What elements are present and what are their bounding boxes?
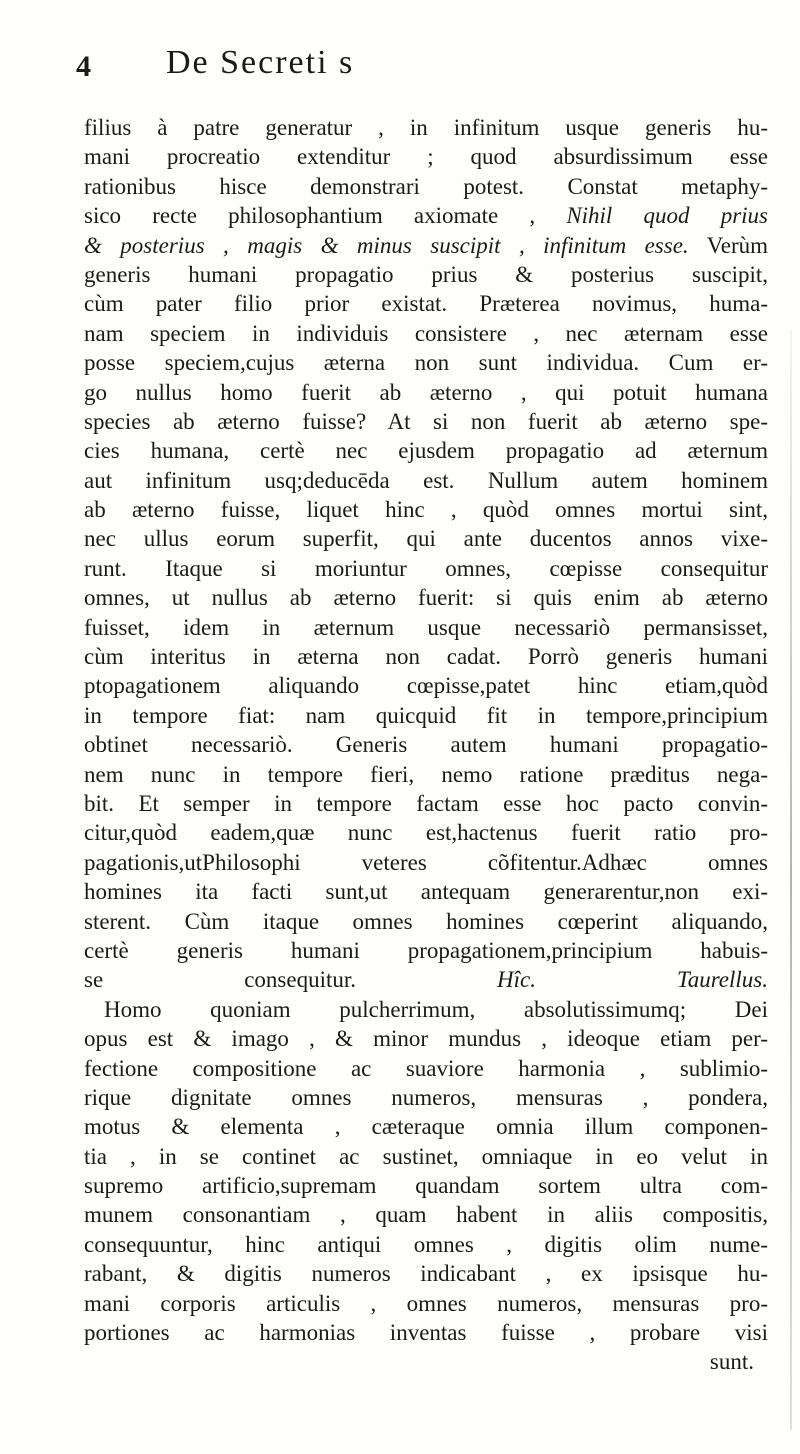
text-line bbox=[84, 1230, 768, 1259]
body-text bbox=[84, 113, 768, 1377]
text-line bbox=[84, 789, 768, 818]
text-line bbox=[84, 260, 768, 289]
page-header bbox=[76, 44, 686, 104]
text-line bbox=[84, 936, 768, 965]
line-text: obtinet necessariò. Generis autem humani propagatio- bbox=[84, 732, 768, 758]
line-text: mani procreatio extenditur ; quod absurdissimum esse bbox=[84, 144, 768, 170]
text-line bbox=[84, 760, 768, 789]
line-text: cùm pater filio prior existat. Præterea novimus, huma- bbox=[84, 291, 768, 317]
line-text: pagationis,utPhilosophi veteres cõfitentur.Adhæc omnes bbox=[84, 849, 768, 875]
text-line bbox=[84, 877, 768, 906]
line-text: Verùm bbox=[688, 232, 768, 258]
text-line bbox=[84, 583, 768, 612]
text-line bbox=[84, 995, 768, 1024]
text-line bbox=[84, 1171, 768, 1200]
page-number: 4 bbox=[76, 50, 91, 83]
line-text: runt. Itaque si moriuntur omnes, cœpisse consequitur bbox=[84, 555, 768, 581]
running-head: De Secreti s bbox=[166, 44, 355, 81]
text-line bbox=[84, 642, 768, 671]
text-line bbox=[84, 1054, 768, 1083]
text-line bbox=[84, 172, 768, 201]
text-line bbox=[84, 436, 768, 465]
text-line bbox=[84, 231, 768, 260]
line-text: go nullus homo fuerit ab æterno , qui potuit humana bbox=[84, 379, 768, 405]
line-text: sico recte philosophantium axiomate , bbox=[84, 203, 567, 229]
line-text: consequuntur, hinc antiqui omnes , digitis olim nume- bbox=[84, 1231, 768, 1257]
line-text: fectione compositione ac suaviore harmonia , sublimio- bbox=[84, 1055, 768, 1081]
text-line bbox=[84, 907, 768, 936]
text-line bbox=[84, 1289, 768, 1318]
text-line bbox=[84, 1347, 768, 1376]
text-line bbox=[84, 1083, 768, 1112]
page-edge-shadow bbox=[790, 330, 792, 1430]
text-line bbox=[84, 613, 768, 642]
text-line bbox=[84, 524, 768, 553]
text-line bbox=[84, 348, 768, 377]
text-line bbox=[84, 1142, 768, 1171]
text-line bbox=[84, 818, 768, 847]
line-text: se consequitur. bbox=[84, 967, 498, 993]
italic-text: & posterius , magis & minus suscipit , infinitum esse. bbox=[84, 232, 689, 258]
line-text: rabant, & digitis numeros indicabant , ex ipsisque hu- bbox=[84, 1261, 768, 1287]
text-line bbox=[84, 495, 768, 524]
text-line bbox=[84, 466, 768, 495]
line-text: Homo quoniam pulcherrimum, absolutissimumq; Dei bbox=[104, 996, 768, 1022]
line-text: certè generis humani propagationem,principium habuis- bbox=[84, 937, 768, 963]
text-line bbox=[84, 407, 768, 436]
text-line bbox=[84, 113, 768, 142]
line-text: nec ullus eorum superfit, qui ante ducentos annos vixe- bbox=[84, 526, 768, 552]
line-text: cies humana, certè nec ejusdem propagatio ad æternum bbox=[84, 438, 768, 464]
italic-text: Nihil quod prius bbox=[566, 203, 768, 229]
line-text: portiones ac harmonias inventas fuisse , probare visi bbox=[84, 1320, 768, 1346]
text-line bbox=[84, 1318, 768, 1347]
line-text: filius à patre generatur , in infinitum usque generis hu- bbox=[84, 115, 768, 140]
text-line bbox=[84, 319, 768, 348]
line-text: aut infinitum usq;deducēda est. Nullum autem hominem bbox=[84, 467, 768, 493]
line-text: citur,quòd eadem,quæ nunc est,hactenus fuerit ratio pro- bbox=[84, 820, 768, 846]
line-text: fuisset, idem in æternum usque necessariò permansisset, bbox=[84, 614, 768, 640]
text-line bbox=[84, 1112, 768, 1141]
text-line bbox=[84, 965, 768, 994]
line-text: cùm interitus in æterna non cadat. Porrò generis humani bbox=[84, 644, 768, 670]
line-text: nam speciem in individuis consistere , nec æternam esse bbox=[84, 320, 768, 346]
text-line bbox=[84, 848, 768, 877]
text-line bbox=[84, 1200, 768, 1229]
text-line bbox=[84, 1024, 768, 1053]
line-text: species ab æterno fuisse? At si non fuerit ab æterno spe- bbox=[84, 408, 768, 434]
line-text: posse speciem,cujus æterna non sunt individua. Cum er- bbox=[84, 350, 768, 376]
text-line bbox=[84, 701, 768, 730]
line-text: motus & elementa , cæteraque omnia illum componen- bbox=[84, 1114, 768, 1140]
line-text: supremo artificio,supremam quandam sortem ultra com- bbox=[84, 1173, 768, 1199]
text-line bbox=[84, 1259, 768, 1288]
line-text: munem consonantiam , quam habent in aliis compositis, bbox=[84, 1202, 768, 1228]
line-text: homines ita facti sunt,ut antequam generarentur,non exi- bbox=[84, 879, 768, 905]
line-text: tia , in se continet ac sustinet, omniaque in eo velut in bbox=[84, 1143, 768, 1169]
text-line bbox=[84, 671, 768, 700]
text-line bbox=[84, 378, 768, 407]
line-text: omnes, ut nullus ab æterno fuerit: si quis enim ab æterno bbox=[84, 585, 768, 611]
text-line bbox=[84, 142, 768, 171]
line-text: ptopagationem aliquando cœpisse,patet hinc etiam,quòd bbox=[84, 673, 768, 699]
line-text: sterent. Cùm itaque omnes homines cœperint aliquando, bbox=[84, 908, 768, 934]
line-text: generis humani propagatio prius & posterius suscipit, bbox=[84, 261, 768, 287]
line-text: in tempore fiat: nam quicquid fit in tempore,principium bbox=[84, 702, 768, 728]
line-text: mani corporis articulis , omnes numeros, mensuras pro- bbox=[84, 1290, 768, 1316]
line-text: rationibus hisce demonstrari potest. Constat metaphy- bbox=[84, 173, 768, 199]
line-text: bit. Et semper in tempore factam esse hoc pacto convin- bbox=[84, 790, 768, 816]
line-text: ab æterno fuisse, liquet hinc , quòd omnes mortui sint, bbox=[84, 497, 768, 523]
line-text: sunt. bbox=[709, 1349, 754, 1375]
line-text: opus est & imago , & minor mundus , ideoque etiam per- bbox=[84, 1026, 768, 1052]
line-text: rique dignitate omnes numeros, mensuras , pondera, bbox=[84, 1084, 768, 1110]
text-line bbox=[84, 554, 768, 583]
text-line bbox=[84, 289, 768, 318]
italic-text: Hîc. Taurellus. bbox=[497, 967, 768, 993]
text-line bbox=[84, 730, 768, 759]
line-text: nem nunc in tempore fieri, nemo ratione præditus nega- bbox=[84, 761, 768, 787]
text-line bbox=[84, 201, 768, 230]
